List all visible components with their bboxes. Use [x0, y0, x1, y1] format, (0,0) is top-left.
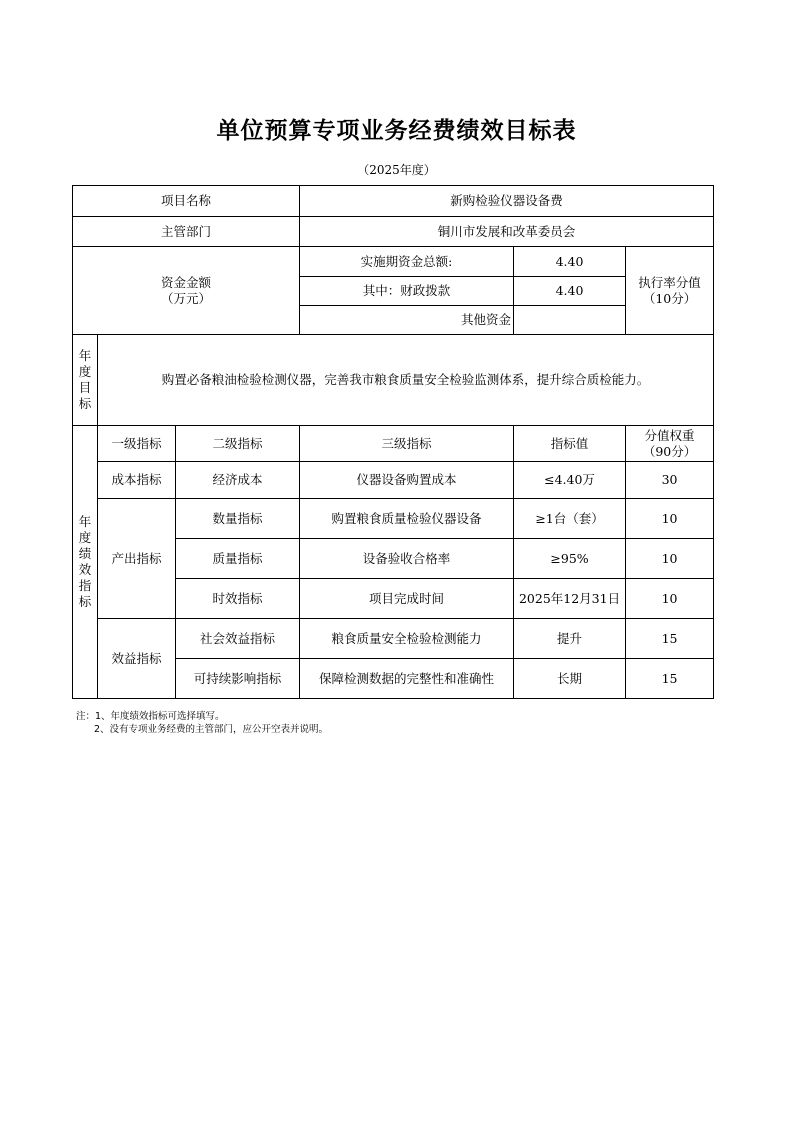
funds-total-row	[73, 247, 714, 277]
header-level3: 三级指标	[300, 426, 514, 462]
table-row	[73, 499, 714, 539]
fiscal-year: （2025年度）	[357, 163, 436, 177]
table-row	[73, 619, 714, 659]
value-cell: 长期	[514, 659, 626, 699]
weight-cell: 10	[626, 539, 714, 579]
funds-other-value	[514, 306, 626, 335]
funds-label	[73, 247, 300, 335]
level1-cell: 效益指标	[98, 619, 176, 699]
annual-goal-char: 年	[78, 348, 92, 363]
header-weight-line1: 分值权重	[644, 427, 695, 443]
footnote-1: 注：1、年度绩效指标可选择填写。	[76, 711, 225, 722]
funds-fiscal-label: 其中：财政拨款	[300, 277, 514, 306]
execution-rate-score	[626, 247, 714, 335]
project-name-row	[73, 186, 714, 217]
department-row	[73, 217, 714, 247]
department-value: 铜川市发展和改革委员会	[300, 217, 714, 247]
header-weight-line2: （90分）	[642, 443, 697, 459]
level3-cell: 购置粮食质量检验仪器设备	[300, 499, 514, 539]
level3-cell: 设备验收合格率	[300, 539, 514, 579]
annual-goal-char: 度	[78, 364, 92, 379]
project-name-label: 项目名称	[73, 186, 300, 217]
indicator-label-char: 年	[78, 514, 92, 529]
level1-cell: 产出指标	[98, 499, 176, 619]
performance-target-table	[72, 185, 714, 699]
level2-cell: 可持续影响指标	[176, 659, 300, 699]
indicator-label-char: 效	[78, 562, 92, 577]
level2-cell: 社会效益指标	[176, 619, 300, 659]
project-name-value: 新购检验仪器设备费	[300, 186, 714, 217]
annual-goal-char: 目	[78, 380, 92, 395]
performance-indicator-label	[73, 426, 98, 699]
footnote-2: 2、没有专项业务经费的主管部门，应公开空表并说明。	[94, 724, 329, 735]
annual-goal-row	[73, 335, 714, 426]
department-label: 主管部门	[73, 217, 300, 247]
header-weight	[626, 426, 714, 462]
indicator-label-char: 度	[78, 530, 92, 545]
level2-cell: 经济成本	[176, 462, 300, 499]
level1-cell: 成本指标	[98, 462, 176, 499]
indicator-label-char: 指	[78, 578, 92, 593]
annual-goal-char: 标	[78, 396, 92, 411]
footnotes	[76, 710, 328, 736]
annual-goal-label	[73, 335, 98, 426]
value-cell: ≥1台（套）	[514, 499, 626, 539]
table-row	[73, 462, 714, 499]
funds-label-line2: （万元）	[161, 290, 212, 306]
execution-rate-line2: （10分）	[642, 290, 697, 306]
level3-cell: 保障检测数据的完整性和准确性	[300, 659, 514, 699]
level2-cell: 质量指标	[176, 539, 300, 579]
value-cell: ≤4.40万	[514, 462, 626, 499]
funds-fiscal-value: 4.40	[514, 277, 626, 306]
weight-cell: 15	[626, 659, 714, 699]
weight-cell: 10	[626, 499, 714, 539]
page-title: 单位预算专项业务经费绩效目标表	[216, 118, 577, 144]
level3-cell: 仪器设备购置成本	[300, 462, 514, 499]
funds-total-value: 4.40	[514, 247, 626, 277]
indicator-label-char: 绩	[78, 546, 92, 561]
level3-cell: 粮食质量安全检验检测能力	[300, 619, 514, 659]
funds-label-line1: 资金金额	[161, 274, 212, 290]
level2-cell: 时效指标	[176, 579, 300, 619]
weight-cell: 15	[626, 619, 714, 659]
indicator-label-char: 标	[78, 594, 92, 609]
indicator-header-row	[73, 426, 714, 462]
execution-rate-line1: 执行率分值	[638, 274, 701, 290]
weight-cell: 30	[626, 462, 714, 499]
value-cell: 提升	[514, 619, 626, 659]
header-value: 指标值	[514, 426, 626, 462]
level2-cell: 数量指标	[176, 499, 300, 539]
value-cell: 2025年12月31日	[514, 579, 626, 619]
header-level1: 一级指标	[98, 426, 176, 462]
weight-cell: 10	[626, 579, 714, 619]
value-cell: ≥95%	[514, 539, 626, 579]
funds-total-label: 实施期资金总额:	[300, 247, 514, 277]
header-level2: 二级指标	[176, 426, 300, 462]
annual-goal-text: 购置必备粮油检验检测仪器，完善我市粮食质量安全检验监测体系，提升综合质检能力。	[98, 335, 714, 426]
funds-other-label: 其他资金	[300, 306, 514, 335]
level3-cell: 项目完成时间	[300, 579, 514, 619]
